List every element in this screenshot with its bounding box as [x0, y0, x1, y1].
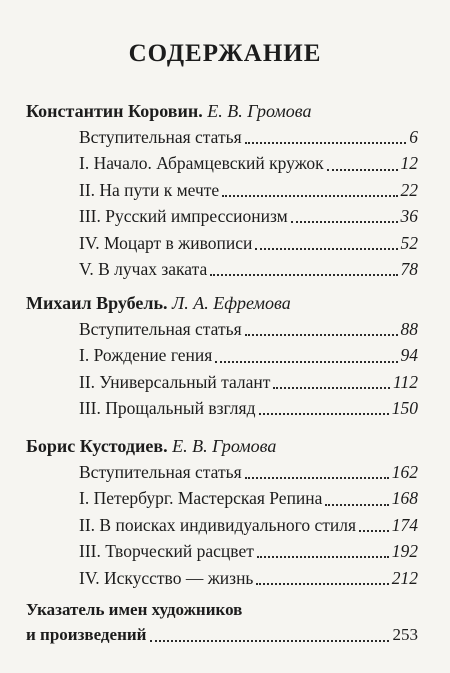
entry-page: 212 — [391, 567, 418, 588]
leader-dots — [210, 274, 397, 276]
section-author-line — [26, 290, 418, 316]
index-title-line1: Указатель имен художников — [26, 600, 243, 619]
leader-dots — [359, 530, 389, 532]
leader-dots — [259, 413, 389, 415]
toc-entry[interactable] — [79, 512, 418, 538]
page-title: СОДЕРЖАНИЕ — [128, 40, 322, 67]
entry-title: I. Рождение гения — [79, 345, 213, 366]
entry-page: 174 — [391, 514, 418, 535]
section-vrubel — [26, 290, 418, 422]
toc-entry[interactable] — [79, 342, 418, 368]
index-title-row2 — [26, 622, 418, 647]
leader-dots — [327, 169, 398, 171]
toc-entry[interactable] — [79, 369, 418, 395]
section-kustodiev — [26, 433, 418, 591]
toc-entry[interactable] — [79, 565, 418, 591]
toc-entry[interactable] — [79, 395, 418, 421]
toc-entry[interactable] — [79, 256, 418, 282]
leader-dots — [215, 361, 397, 363]
toc-entry[interactable] — [79, 316, 418, 342]
entry-title: Вступительная статья — [79, 462, 242, 482]
entry-title: V. В лучах заката — [79, 258, 208, 279]
toc-entry[interactable] — [79, 150, 418, 176]
leader-dots — [325, 504, 388, 506]
entry-page: 88 — [400, 319, 418, 339]
toc-entry[interactable] — [79, 485, 418, 511]
entry-page: 22 — [400, 179, 418, 200]
leader-dots — [222, 195, 397, 197]
toc-entry[interactable] — [79, 177, 418, 203]
entry-page: 52 — [400, 232, 418, 253]
section-author-line — [26, 433, 418, 459]
entry-title: II. На пути к мечте — [79, 179, 220, 200]
entry-page: 6 — [409, 127, 418, 147]
toc-entry[interactable] — [79, 230, 418, 256]
entry-title: Вступительная статья — [79, 127, 242, 147]
leader-dots — [291, 221, 398, 223]
entry-title: III. Русский импрессионизм — [79, 206, 288, 227]
section-korovin — [26, 98, 418, 282]
author-name: Михаил Врубель. — [26, 293, 168, 313]
leader-dots — [255, 248, 397, 250]
entry-page: 168 — [391, 488, 418, 509]
toc-entry[interactable] — [79, 124, 418, 150]
entry-title: Вступительная статья — [79, 319, 242, 339]
entry-title: IV. Искусство — жизнь — [79, 567, 254, 588]
entry-title: I. Петербург. Мастерская Репина — [79, 488, 323, 509]
entry-title: II. Универсальный талант — [79, 371, 271, 392]
editor-name: Л. А. Ефремова — [172, 293, 291, 313]
leader-dots — [150, 640, 388, 642]
entry-page: 192 — [391, 541, 418, 562]
entry-title: III. Прощальный взгляд — [79, 398, 256, 419]
toc-entry[interactable] — [79, 459, 418, 485]
index-page: 253 — [392, 625, 418, 644]
editor-name: Е. В. Громова — [207, 101, 312, 121]
entry-page: 78 — [400, 258, 418, 279]
editor-name: Е. В. Громова — [172, 436, 277, 456]
entry-page: 112 — [393, 371, 418, 392]
entry-page: 150 — [391, 398, 418, 419]
toc-entry[interactable] — [79, 203, 418, 229]
entry-title: III. Творческий расцвет — [79, 541, 254, 562]
author-name: Константин Коровин. — [26, 101, 203, 121]
author-name: Борис Кустодиев. — [26, 436, 168, 456]
entry-title: I. Начало. Абрамцевский кружок — [79, 153, 324, 174]
entry-page: 94 — [400, 345, 418, 366]
index-entry[interactable] — [26, 597, 418, 647]
leader-dots — [257, 556, 389, 558]
leader-dots — [273, 387, 390, 389]
entry-title: IV. Моцарт в живописи — [79, 232, 253, 253]
leader-dots — [245, 334, 398, 336]
leader-dots — [256, 583, 388, 585]
entry-page: 12 — [400, 153, 418, 174]
section-author-line — [26, 98, 418, 124]
toc-entry[interactable] — [79, 538, 418, 564]
leader-dots — [245, 142, 407, 144]
index-title-line2: и произведений — [26, 625, 147, 644]
entry-page: 36 — [400, 206, 418, 227]
entry-title: II. В поисках индивидуального стиля — [79, 514, 357, 535]
entry-page: 162 — [391, 462, 418, 482]
leader-dots — [245, 477, 389, 479]
